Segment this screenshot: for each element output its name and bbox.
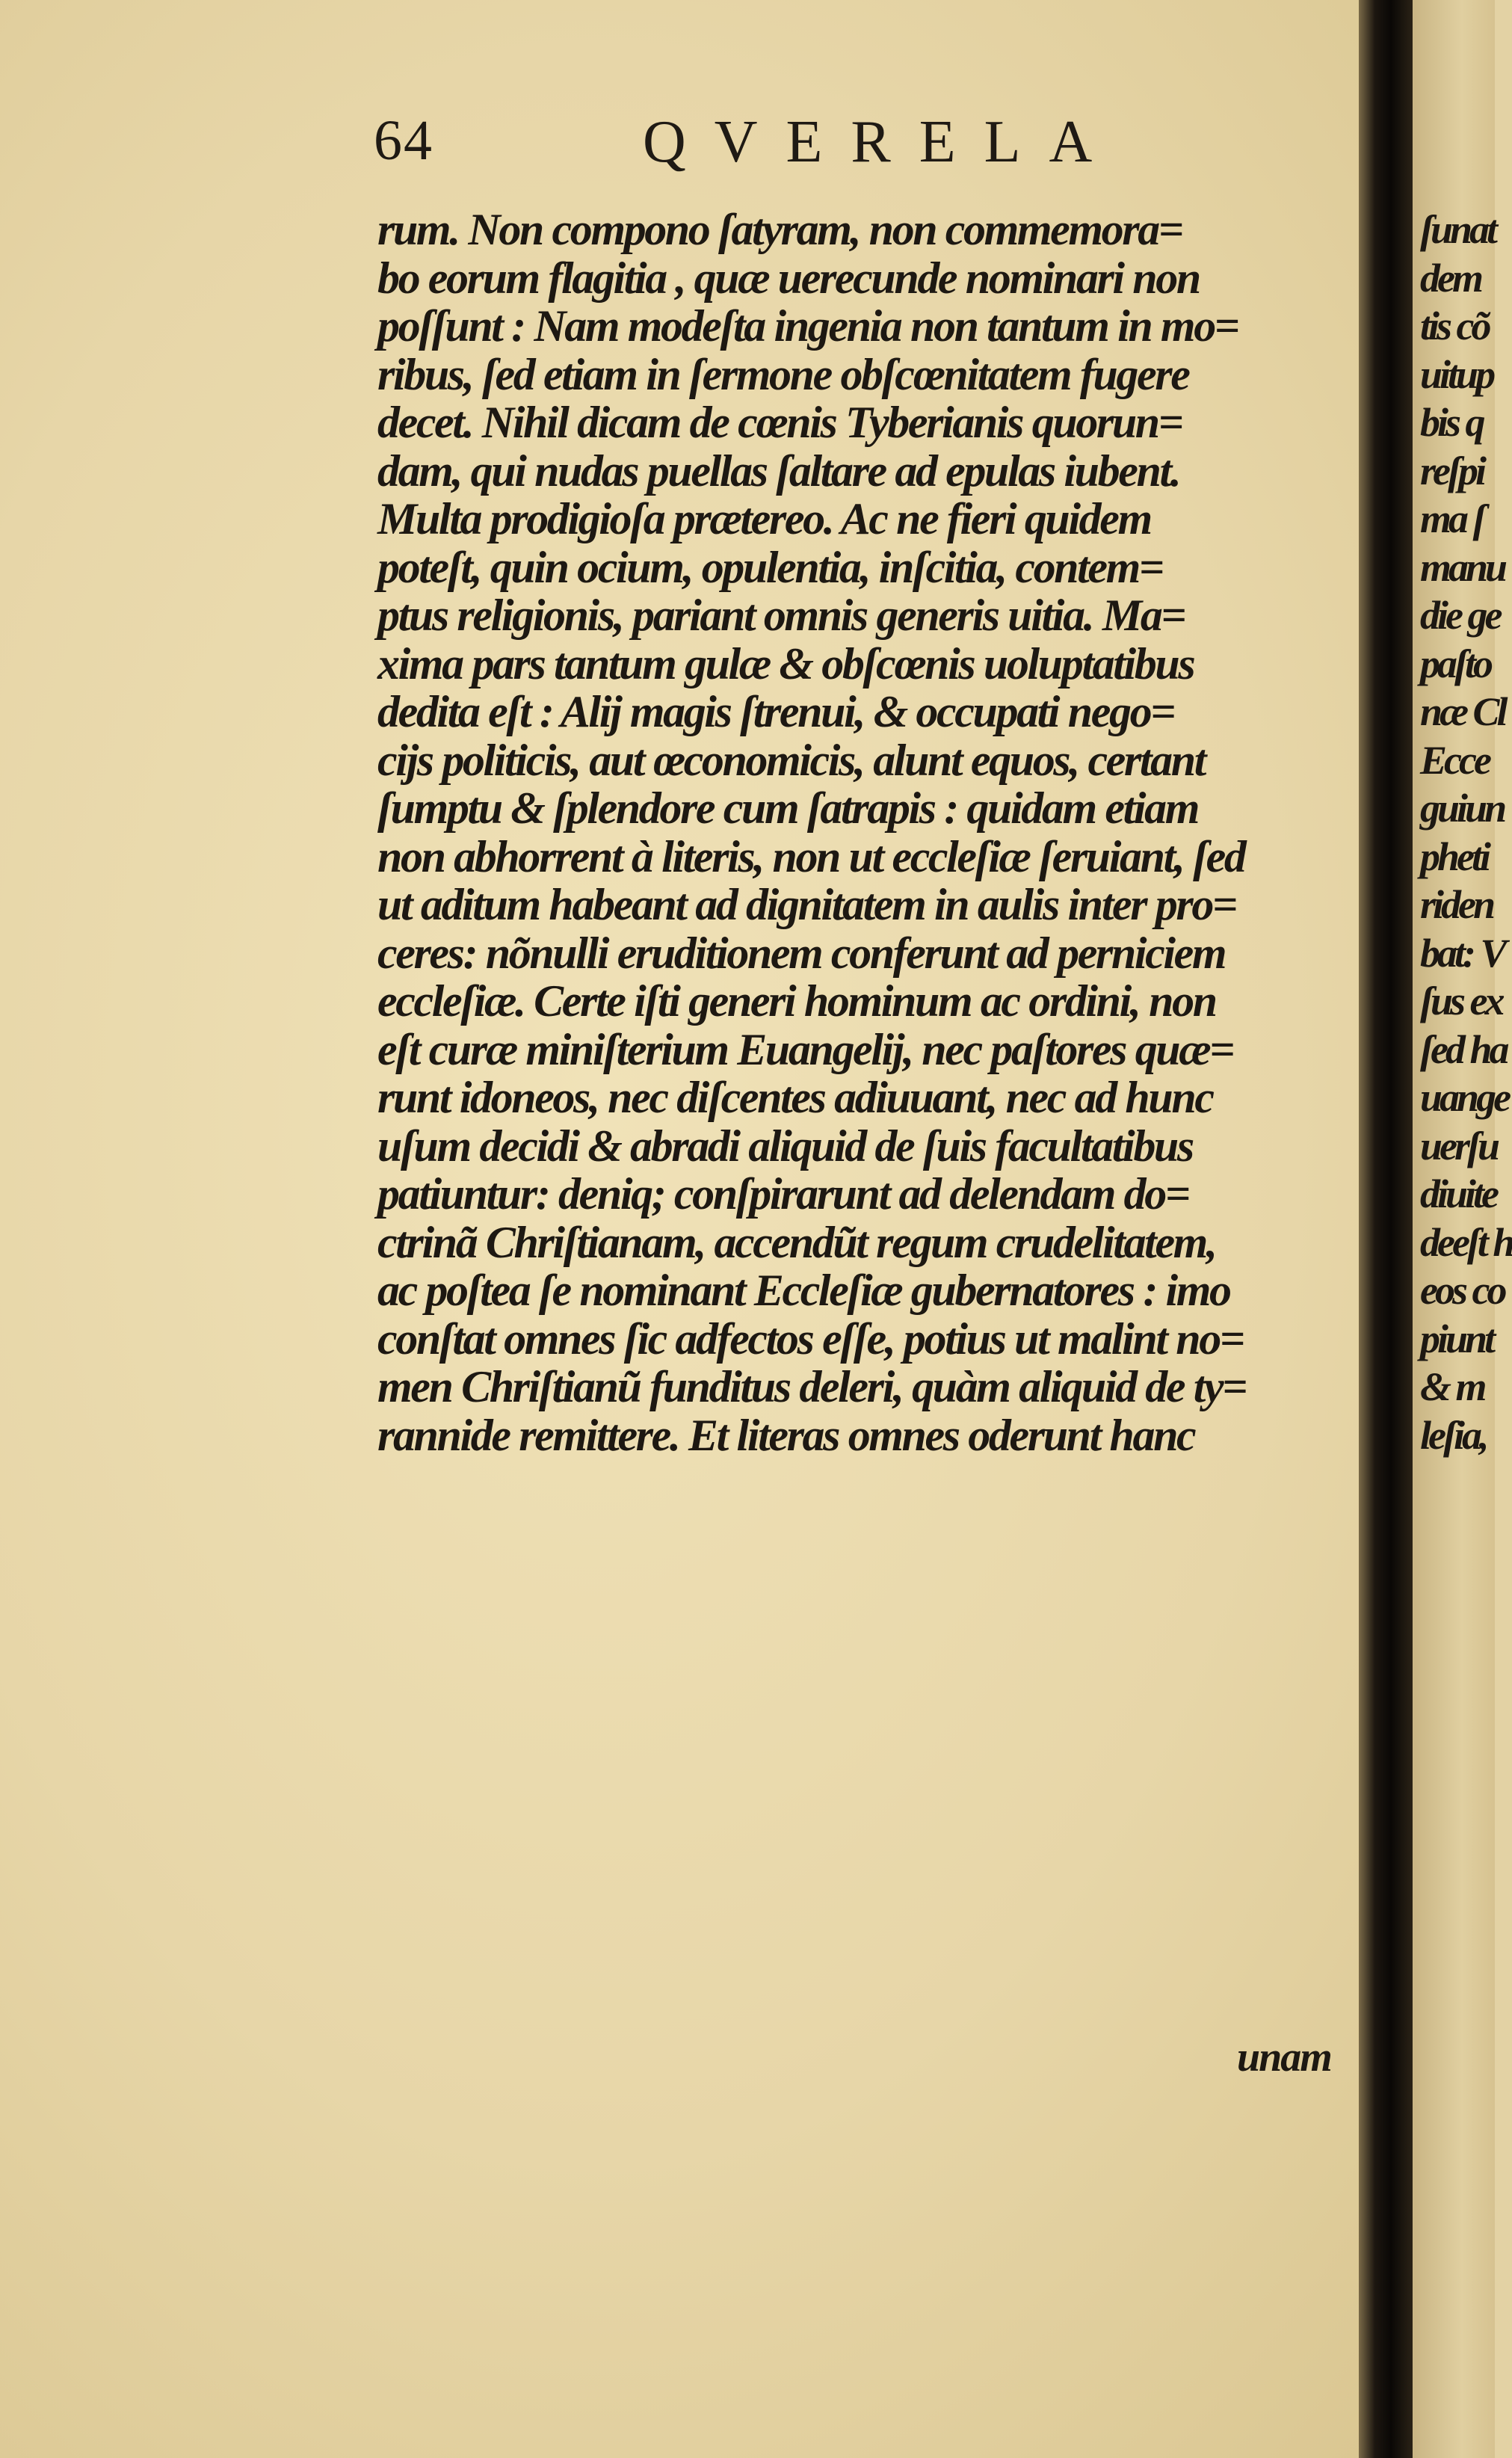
text-line: poteſt, quin ocium, opulentia, inſcitia, contem= <box>377 542 1163 592</box>
facing-text-line: ma ſ <box>1420 496 1484 541</box>
facing-text-line: ſus ex <box>1420 979 1502 1023</box>
text-line: dedita eſt : Alij magis ſtrenui, & occupati nego= <box>377 687 1174 736</box>
facing-text-line: manu <box>1420 544 1505 590</box>
facing-text-line: leſia, <box>1420 1412 1487 1458</box>
facing-text-line: uitup <box>1420 351 1493 397</box>
text-line: bo eorum flagitia , quæ uerecunde nominari non <box>377 253 1200 303</box>
text-line: cijs politicis, aut œconomicis, alunt equos, certant <box>377 735 1205 785</box>
facing-text-line: diuite <box>1420 1171 1497 1216</box>
text-line: decet. Nihil dicam de cœnis Tyberianis quorun= <box>377 398 1182 447</box>
page-number: 64 <box>374 109 433 172</box>
facing-text-line: eos co <box>1420 1268 1505 1313</box>
text-line: runt idoneos, nec diſcentes adiuuant, nec ad hunc <box>377 1073 1213 1122</box>
facing-text-line: deeſt h <box>1420 1219 1512 1265</box>
text-line: xima pars tantum gulæ & obſcœnis uoluptatibus <box>377 638 1194 689</box>
text-line: uſum decidi & abradi aliquid de ſuis facultatibus <box>377 1121 1193 1171</box>
facing-text-line: & m <box>1420 1364 1484 1409</box>
text-line: conſtat omnes ſic adfectos eſſe, potius ut malint no= <box>377 1313 1244 1364</box>
text-line: ac poſtea ſe nominant Eccleſiæ gubernatores : imo <box>377 1266 1230 1315</box>
facing-text-line: næ Cl <box>1420 689 1505 734</box>
text-line: ctrinã Chriſtianam, accendũt regum crudelitatem, <box>377 1217 1216 1267</box>
running-title: QVERELA <box>643 109 1121 175</box>
text-line: ptus religionis, pariant omnis generis uitia. Ma= <box>377 591 1185 640</box>
text-line: patiuntur: deniq; conſpirarunt ad delendam do= <box>377 1169 1189 1219</box>
text-line: dam, qui nudas puellas ſaltare ad epulas iubent. <box>377 446 1180 496</box>
facing-text-line: paſto <box>1420 641 1490 686</box>
text-line: non abhorrent à literis, non ut eccleſiæ ſeruiant, ſed <box>377 831 1245 881</box>
facing-text-line: pheti <box>1420 834 1489 879</box>
facing-text-line: die ge <box>1420 593 1500 638</box>
facing-text-line: piunt <box>1420 1316 1493 1361</box>
facing-page-text <box>1420 206 1512 1459</box>
facing-text-line: Ecce <box>1420 737 1489 783</box>
text-line: poſſunt : Nam modeſta ingenia non tantum in mo= <box>377 301 1238 351</box>
facing-text-line: ſunat <box>1420 207 1496 252</box>
facing-text-line: reſpi <box>1420 448 1484 493</box>
facing-text-line: uerſu <box>1420 1123 1498 1168</box>
facing-text-line: riden <box>1420 882 1493 927</box>
text-line: men Chriſtianũ funditus deleri, quàm aliquid de ty= <box>377 1362 1247 1411</box>
text-line: eſt curæ miniſterium Euangelij, nec paſtores quæ= <box>377 1024 1233 1074</box>
text-line: rum. Non compono ſatyram, non commemora= <box>377 205 1182 254</box>
facing-text-line: uange <box>1420 1075 1509 1120</box>
text-line: Multa prodigioſa prætereo. Ac ne fieri quidem <box>377 494 1151 543</box>
facing-text-line: guiun <box>1420 786 1505 831</box>
facing-text-line: bat: V <box>1420 930 1505 976</box>
main-text-block <box>377 206 1371 1459</box>
catchword: unam <box>1237 2034 1331 2080</box>
facing-text-line: ſed ha <box>1420 1026 1507 1072</box>
text-line: eccleſiæ. Certe iſti generi hominum ac ordini, non <box>377 976 1216 1026</box>
facing-text-line: bis q <box>1420 400 1483 445</box>
text-line: ſumptu & ſplendore cum ſatrapis : quidam etiam <box>377 783 1198 833</box>
text-line: rannide remittere. Et literas omnes oderunt hanc <box>377 1410 1195 1460</box>
text-line: ceres: nõnulli eruditionem conferunt ad perniciem <box>377 928 1226 978</box>
facing-text-line: tis cõ <box>1420 304 1489 348</box>
text-line: ut aditum habeant ad dignitatem in aulis inter pro= <box>377 880 1236 929</box>
facing-text-line: dem <box>1420 255 1481 301</box>
text-line: ribus, ſed etiam in ſermone obſcœnitatem fugere <box>377 349 1189 399</box>
